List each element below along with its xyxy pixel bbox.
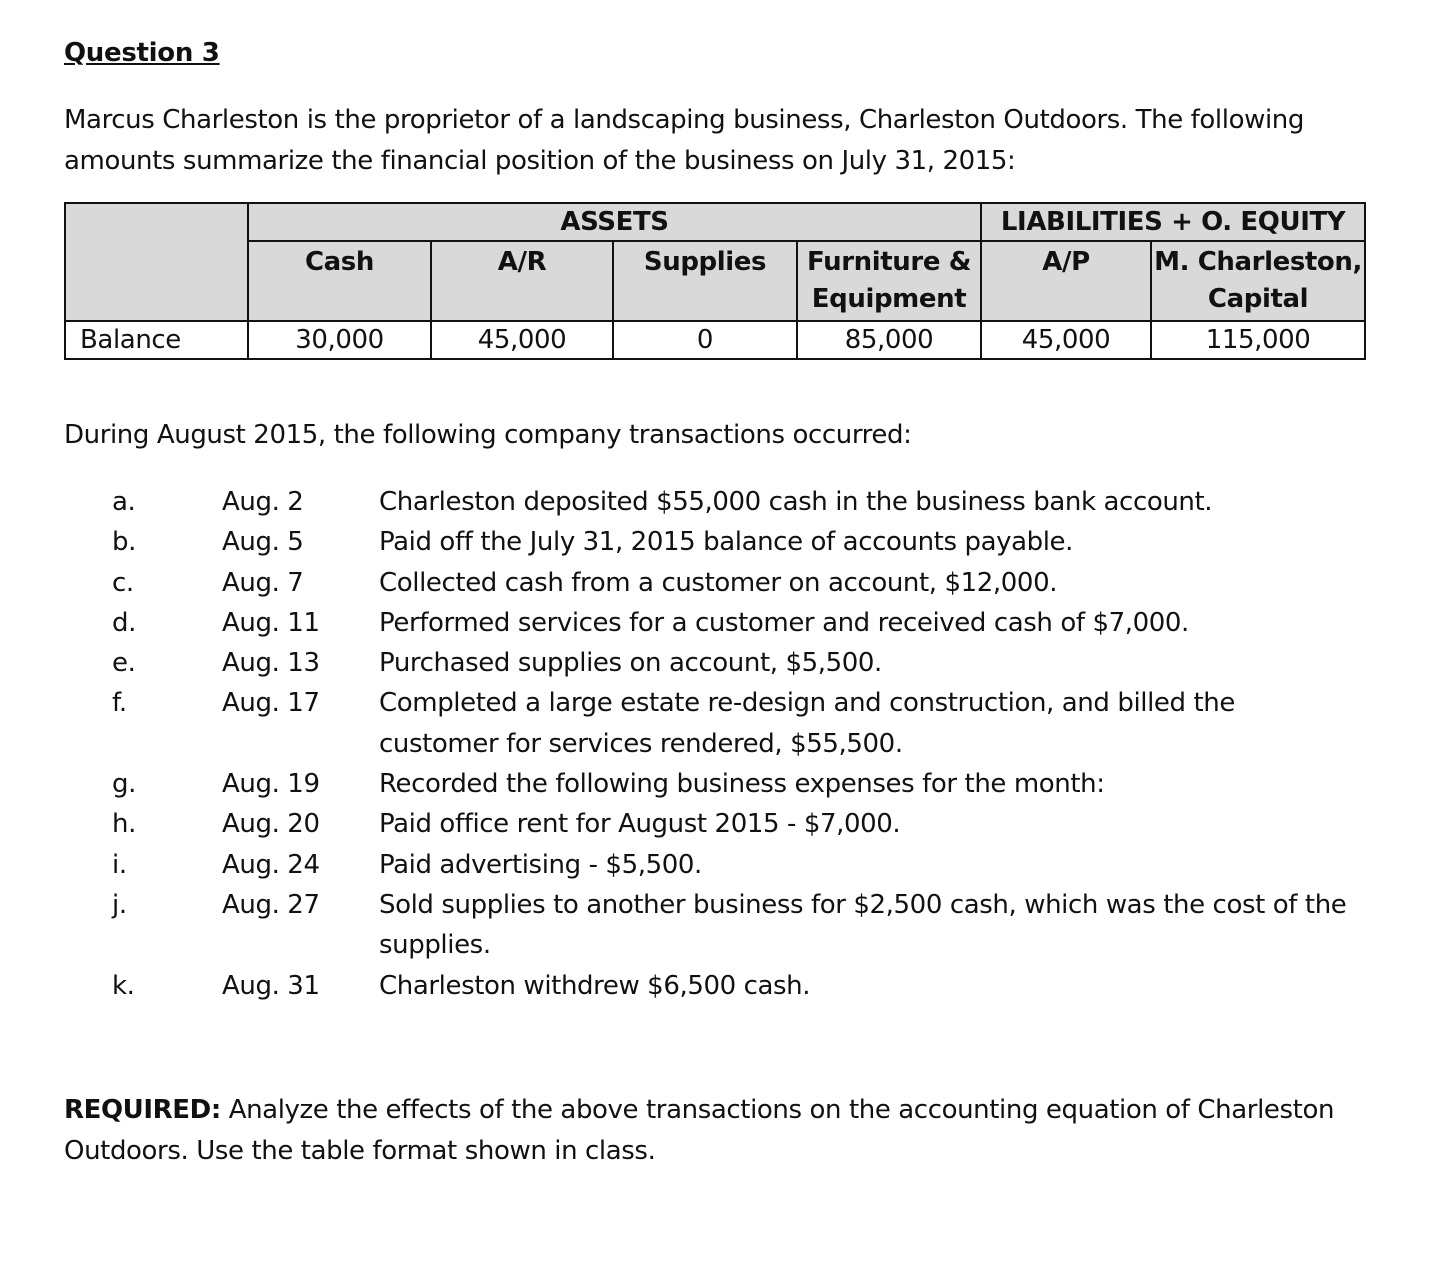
transaction-date: Aug. 27 (222, 889, 320, 920)
transaction-description: Collected cash from a customer on account, $12,000. (379, 567, 1058, 598)
column-header-row (65, 241, 1365, 321)
transaction-item (0, 563, 1441, 603)
transaction-letter: a. (112, 487, 136, 517)
required-label: REQUIRED: (64, 1095, 221, 1125)
balance-furniture-equipment: 85,000 (797, 321, 981, 359)
transaction-date: Aug. 7 (222, 567, 304, 598)
required-text: Analyze the effects of the above transactions on the accounting equation of Charleston Outdoors. Use the table format shown in class. (64, 1095, 1335, 1166)
column-header-ar: A/R (431, 241, 613, 321)
transaction-date: Aug. 13 (222, 648, 320, 679)
transaction-date: Aug. 24 (222, 849, 320, 880)
transaction-letter: i. (112, 849, 127, 880)
column-header-ap: A/P (981, 241, 1151, 321)
assets-group-header: ASSETS (248, 203, 981, 241)
corner-cell (65, 203, 248, 321)
transaction-date: Aug. 17 (222, 688, 320, 719)
balance-capital: 115,000 (1151, 321, 1365, 359)
row-label-balance: Balance (65, 321, 248, 359)
transaction-description: Charleston withdrew $6,500 cash. (379, 970, 811, 1001)
transaction-date: Aug. 5 (222, 527, 304, 558)
transaction-item (0, 522, 1441, 562)
transaction-date: Aug. 19 (222, 769, 320, 800)
balance-ap: 45,000 (981, 321, 1151, 359)
transaction-letter: h. (112, 809, 136, 840)
balance-ar: 45,000 (431, 321, 613, 359)
transaction-description: Charleston deposited $55,000 cash in the business bank account. (379, 487, 1213, 517)
transaction-date: Aug. 2 (222, 487, 304, 517)
transaction-item (0, 603, 1441, 643)
balance-cash: 30,000 (248, 321, 431, 359)
transaction-letter: c. (112, 567, 134, 598)
transaction-description: Paid office rent for August 2015 - $7,000. (379, 809, 901, 840)
transaction-description: Paid off the July 31, 2015 balance of accounts payable. (379, 527, 1074, 558)
required-instructions (64, 1090, 1364, 1172)
balance-table (64, 202, 1366, 360)
column-header-furniture-equipment: Furniture & Equipment (797, 241, 981, 321)
balance-supplies: 0 (613, 321, 797, 359)
transaction-item (0, 764, 1441, 804)
transaction-letter: k. (112, 970, 135, 1001)
balance-row (65, 321, 1365, 359)
transactions-intro: During August 2015, the following company transactions occurred: (64, 420, 912, 450)
intro-paragraph: Marcus Charleston is the proprietor of a landscaping business, Charleston Outdoors. The following amounts summarize the financial position of the business on July 31, 2015: (64, 105, 1304, 176)
transaction-description: Purchased supplies on account, $5,500. (379, 648, 882, 679)
transaction-letter: e. (112, 648, 136, 679)
transaction-date: Aug. 20 (222, 809, 320, 840)
transaction-date: Aug. 11 (222, 607, 320, 638)
transaction-item (0, 643, 1441, 683)
transaction-description: Sold supplies to another business for $2,500 cash, which was the cost of the supplies. (379, 889, 1347, 961)
transaction-letter: g. (112, 769, 136, 800)
transaction-description: Recorded the following business expenses for the month: (379, 769, 1105, 800)
transaction-item (0, 683, 1441, 764)
column-header-cash: Cash (248, 241, 431, 321)
column-header-supplies: Supplies (613, 241, 797, 321)
column-header-capital: M. Charleston, Capital (1151, 241, 1365, 321)
transaction-description: Performed services for a customer and received cash of $7,000. (379, 607, 1189, 638)
transaction-item (0, 482, 1441, 522)
transaction-item (0, 845, 1441, 885)
group-header-row (65, 203, 1365, 241)
transaction-item (0, 966, 1441, 1006)
transaction-item (0, 885, 1441, 966)
transaction-letter: b. (112, 527, 136, 558)
question-title: Question 3 (64, 38, 220, 68)
transaction-letter: d. (112, 607, 136, 638)
transaction-description: Completed a large estate re-design and construction, and billed the customer for services rendered, $55,500. (379, 688, 1235, 759)
transaction-item (0, 804, 1441, 844)
transaction-letter: f. (112, 688, 127, 719)
transaction-letter: j. (112, 889, 127, 920)
transaction-list (0, 482, 1441, 1006)
transaction-date: Aug. 31 (222, 970, 320, 1001)
transaction-description: Paid advertising - $5,500. (379, 849, 702, 880)
liabilities-equity-group-header: LIABILITIES + O. EQUITY (981, 203, 1365, 241)
